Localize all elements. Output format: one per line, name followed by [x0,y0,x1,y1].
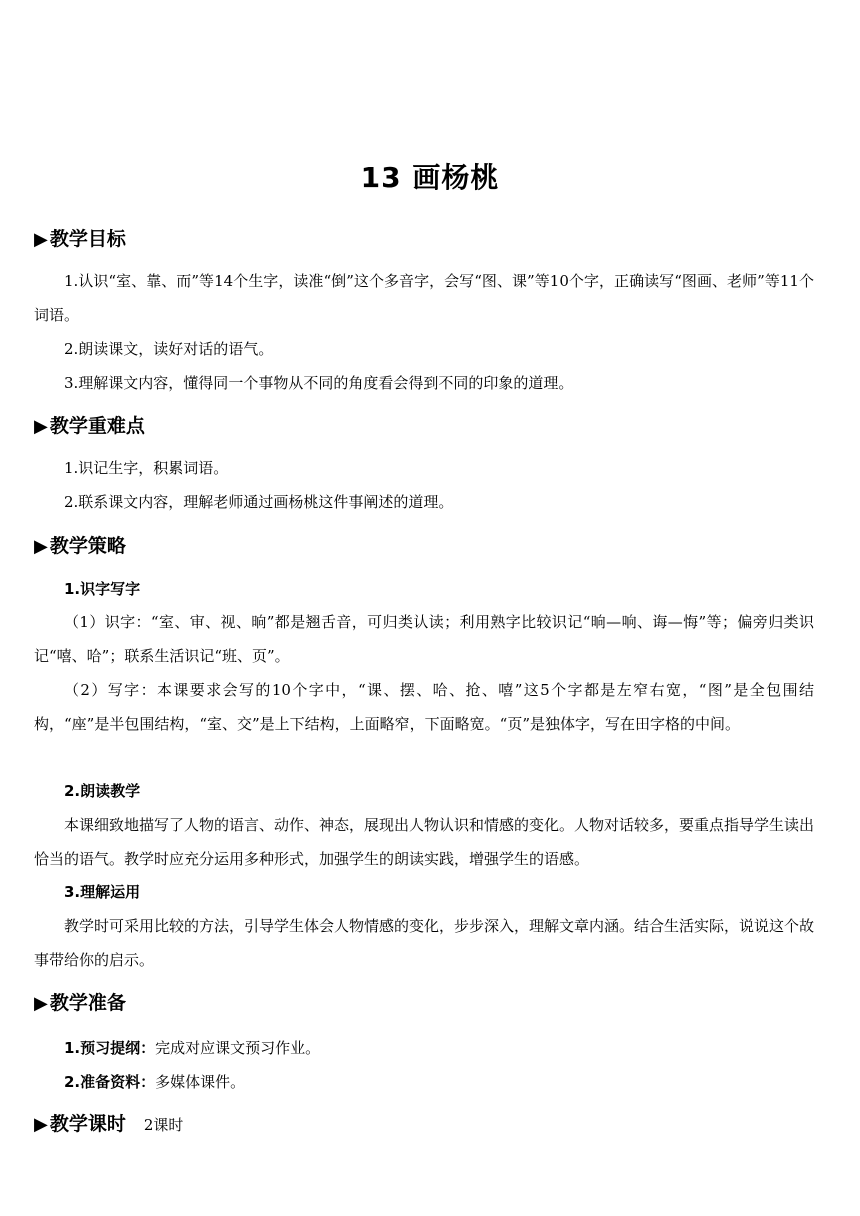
prep-item-1 [64,1037,320,1058]
prep-item-2 [64,1071,245,1092]
triangle-bullet-icon: ▶ [34,536,48,557]
section-heading-keypoints [34,411,145,438]
section-heading-hours [34,1109,183,1136]
keypoint-item-2: 2.联系课文内容，理解老师通过画杨桃这件事阐述的道理。 [64,493,454,511]
triangle-bullet-icon: ▶ [34,1114,48,1135]
hours-value: 2课时 [143,1116,184,1134]
keypoint-item-1: 1.识记生字，积累词语。 [64,459,229,477]
triangle-bullet-icon: ▶ [34,416,48,437]
section-heading-prep [34,988,126,1015]
strategy-application-paragraph: 教学时可采用比较的方法，引导学生体会人物情感的变化，步步深入，理解文章内涵。结合生活实际，说说这个故事带给你的启示。 [34,917,815,969]
heading-label: 教学目标 [49,228,126,250]
triangle-bullet-icon: ▶ [34,229,48,250]
prep-item-text: 多媒体课件。 [155,1073,246,1091]
strategy-subheading-2: 2.朗读教学 [64,782,141,800]
heading-label: 教学策略 [49,535,126,557]
section-heading-goals [34,224,126,251]
page-title: 13 画杨桃 [360,161,500,194]
strategy-literacy-paragraph: （1）识字：“室、审、视、晌”都是翘舌音，可归类认读；利用熟字比较识记“晌—响、诲—悔”等；偏旁归类识记“嘻、哈”；联系生活识记“班、页”。 [34,613,814,665]
prep-item-label: 1.预习提纲： [64,1039,156,1057]
strategy-reading-paragraph: 本课细致地描写了人物的语言、动作、神态，展现出人物认识和情感的变化。人物对话较多，要重点指导学生读出恰当的语气。教学时应充分运用多种形式，加强学生的朗读实践，增强学生的语感。 [34,816,815,868]
goal-item-1: 1.认识“室、靠、而”等14个生字，读准“倒”这个多音字，会写“图、课”等10个字，正确读写“图画、老师”等11个词语。 [34,272,814,324]
heading-label: 教学准备 [49,992,126,1014]
section-heading-strategy [34,531,126,558]
prep-item-label: 2.准备资料： [64,1073,156,1091]
triangle-bullet-icon: ▶ [34,993,48,1014]
strategy-writing-paragraph: （2）写字：本课要求会写的10个字中，“课、摆、哈、抢、嘻”这5个字都是左窄右宽，“图”是全包围结构，“座”是半包围结构，“室、交”是上下结构，上面略窄，下面略宽。“页”是独体字，写在田字格的中间。 [34,681,814,733]
strategy-subheading-1: 1.识字写字 [64,580,141,598]
strategy-subheading-3: 3.理解运用 [64,883,141,901]
heading-label: 教学重难点 [49,415,145,437]
heading-label: 教学课时 [49,1113,126,1135]
goal-item-2: 2.朗读课文，读好对话的语气。 [64,340,274,358]
goal-item-3: 3.理解课文内容，懂得同一个事物从不同的角度看会得到不同的印象的道理。 [64,374,574,392]
prep-item-text: 完成对应课文预习作业。 [155,1039,321,1057]
